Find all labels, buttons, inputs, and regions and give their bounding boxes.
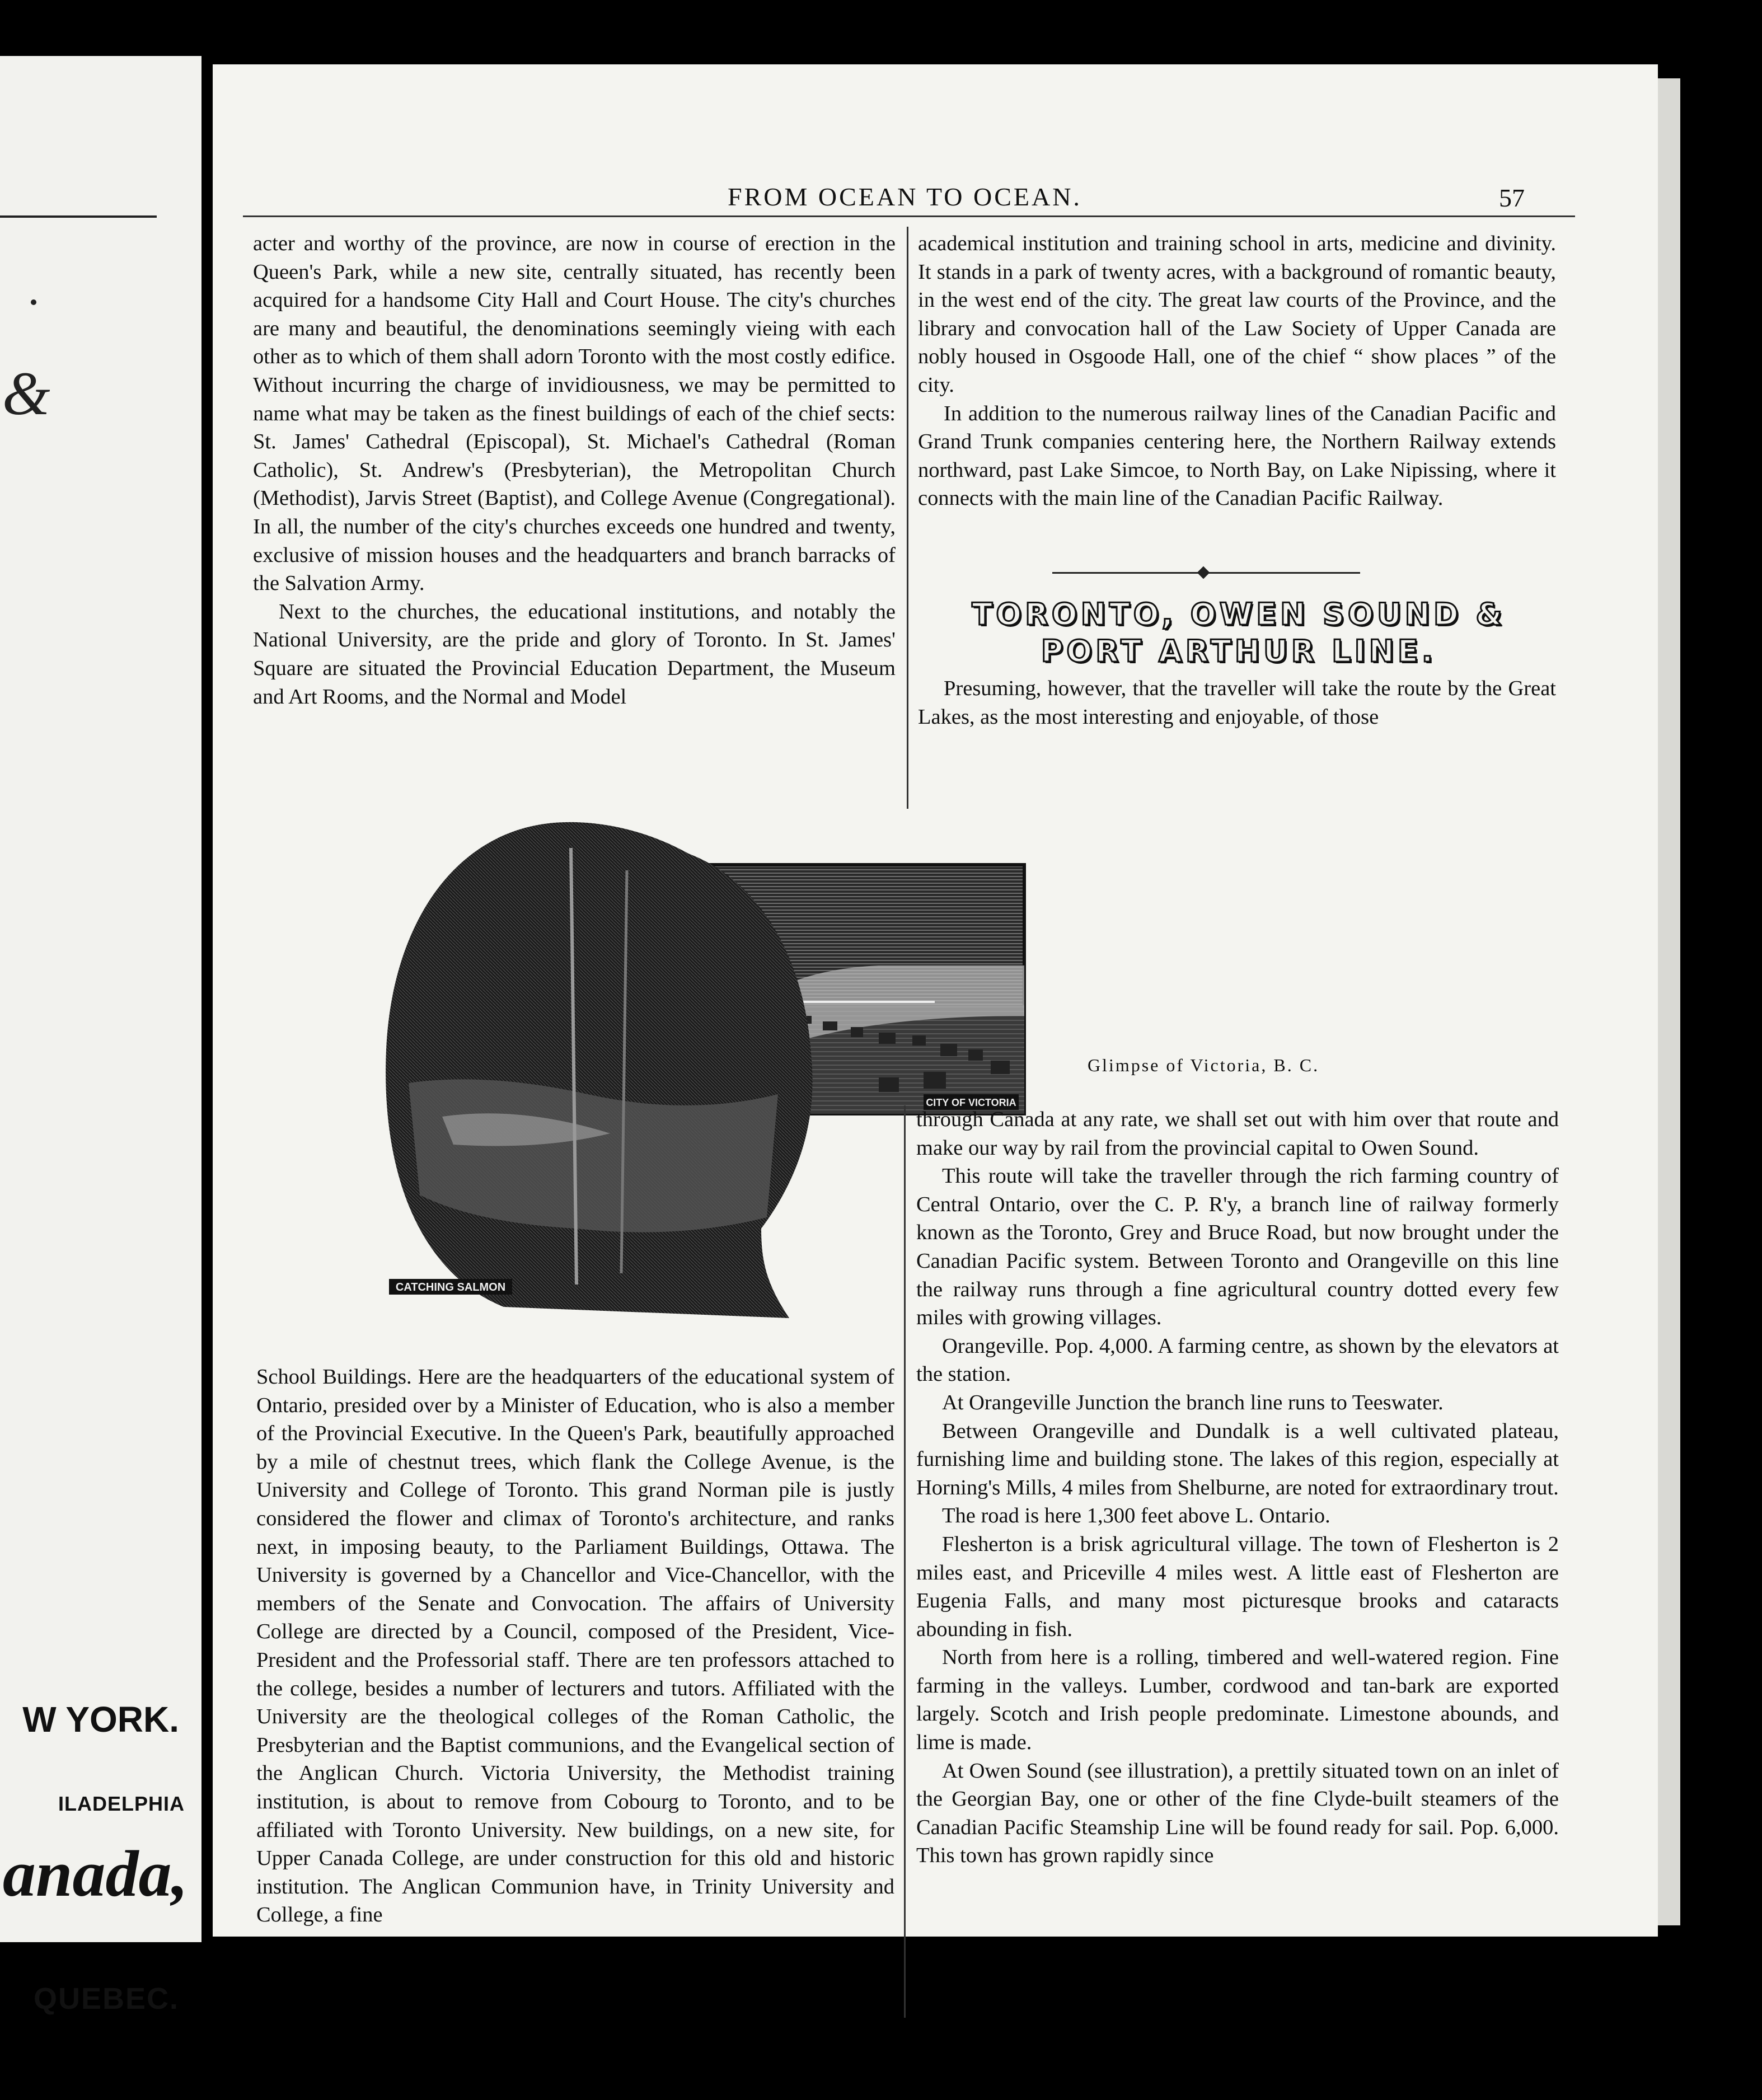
page-edge	[1658, 78, 1680, 1925]
inset-label-city: CITY OF VICTORIA	[926, 1097, 1016, 1108]
column-divider-top	[907, 227, 908, 809]
column-left-top	[253, 229, 896, 711]
paragraph: acter and worthy of the province, are now in course of erection in the Queen's Park, while a new site, centrally situated, has recently been acquired for a handsome City Hall and Court House. The city's churches are many and beautiful, the denominations seemingly vieing with each other as to which of them shall adorn Toronto with the most costly edifice. Without incurring the charge of invidiousness, we may be permitted to name what may be taken as the finest buildings of each of the chief sects: St. James' Cathedral (Episcopal), St. Michael's Cathedral (Roman Catholic), St. Andrew's (Presbyterian), the Metropolitan Church (Methodist), Jarvis Street (Baptist), and College Avenue (Congregational). In all, the number of the city's churches exceeds one hundred and twenty, exclusive of mission houses and the headquarters and branch barracks of the Salvation Army.	[253, 232, 896, 596]
section-heading	[917, 596, 1561, 670]
column-right-bottom	[916, 1105, 1559, 1870]
facing-page-fragment	[0, 56, 201, 2015]
document-page	[213, 64, 1658, 1937]
facing-page-text-2: ILADELPHIA	[58, 1792, 185, 1815]
section-divider	[1052, 567, 1360, 578]
paragraph: Presuming, however, that the traveller will take the route by the Great Lakes, as the most interesting and enjoyable, of those	[918, 677, 1556, 729]
section-heading-line-2: PORT ARTHUR LINE.	[1041, 634, 1437, 669]
paragraph: This route will take the traveller through the rich farming country of Central Ontario, over the C. P. R'y, a branch line of railway formerly known as the Toronto, Grey and Bruce Road, but now brought under the Canadian Pacific system. Between Toronto and Orangeville on this line the railway runs through a fine agricultural country dotted every few miles with growing villages.	[916, 1164, 1559, 1330]
paragraph: North from here is a rolling, timbered and well-watered region. Fine farming in the valleys. Lumber, cordwood and tan-bark are exported largely. Scotch and Irish people predominate. Limestone abounds, and lime is made.	[916, 1646, 1559, 1755]
facing-page-text-3: anada,	[2, 1837, 188, 1910]
paragraph: Next to the churches, the educational institutions, and notably the National University, are the pride and glory of Toronto. In St. James' Square are situated the Provincial Education Department, the Museum and Art Rooms, and the Normal and Model	[253, 599, 896, 709]
paragraph: through Canada at any rate, we shall set out with him over that route and make our way by rail from the provincial capital to Owen Sound.	[916, 1108, 1559, 1160]
column-left-bottom	[256, 1363, 894, 1929]
diamond-ornament-icon	[1197, 566, 1210, 579]
paragraph: At Owen Sound (see illustration), a prettily situated town on an inlet of the Georgian Bay, one or other of the fine Clyde-built steamers of the Canadian Pacific Steamship Line will be found ready for sail. Pop. 6,000. This town has grown rapidly since	[916, 1759, 1559, 1868]
paragraph: Between Orangeville and Dundalk is a well cultivated plateau, furnishing lime and building stone. The lakes of this region, especially at Horning's Mills, 4 miles from Shelburne, are noted for extraordinary trout.	[916, 1419, 1559, 1499]
section-intro	[918, 674, 1556, 731]
facing-page-text-1: W YORK.	[22, 1699, 179, 1740]
facing-page-ornament-dot	[31, 299, 36, 305]
paragraph: At Orangeville Junction the branch line runs to Teeswater.	[942, 1390, 1444, 1414]
illustration-caption: Glimpse of Victoria, B. C.	[1087, 1055, 1320, 1075]
inset-label-salmon: CATCHING SALMON	[395, 1281, 506, 1293]
paragraph: academical institution and training school in arts, medicine and divinity. It stands in a park of twenty acres, with a background of romantic beauty, in the west end of the city. The great law courts of the Province, and the library and convocation hall of the Law Society of Upper Canada are nobly housed in Osgoode Hall, one of the chief “ show places ” of the city.	[918, 232, 1556, 397]
column-divider-bottom	[904, 1105, 906, 2018]
facing-page-flourish: &	[2, 359, 50, 428]
paragraph: School Buildings. Here are the headquarters of the educational system of Ontario, presided over by a Minister of Education, who is also a member of the Provincial Executive. In the Queen's Park, beautifully approached by a mile of chestnut trees, which flank the College Avenue, is the University and College of Toronto. This grand Norman pile is justly considered the flower and climax of Toronto's architecture, and ranks next, in imposing beauty, to the Parliament Buildings, Ottawa. The University is governed by a Chancellor and Vice-Chancellor, with the members of the Senate and Convocation. The affairs of University College are directed by a Council, composed of the President, Vice-President and the Professorial staff. There are ten professors attached to the college, besides a number of lecturers and tutors. Affiliated with the University are the theological colleges of the Roman Catholic, the Presbyterian and the Baptist communions, and the Evangelical section of the Anglican Church. Victoria University, the Methodist training institution, is about to remove from Cobourg to Toronto, and to be affiliated with Toronto University. New buildings, on a new site, for Upper Canada College, are under construction for this old and historic institution. The Anglican Communion have, in Trinity University and College, a fine	[256, 1365, 894, 1927]
column-right-top	[918, 229, 1556, 513]
running-head-title: FROM OCEAN TO OCEAN.	[728, 182, 1082, 211]
paragraph: Flesherton is a brisk agricultural village. The town of Flesherton is 2 miles east, and Priceville 4 miles west. A little east of Flesherton are Eugenia Falls, and many most picturesque brooks and cataracts abounding in fish.	[916, 1532, 1559, 1641]
header-rule	[243, 215, 1575, 217]
facing-page-text-4: QUEBEC.	[33, 1982, 179, 2015]
page-number: 57	[1499, 184, 1525, 212]
paragraph: In addition to the numerous railway lines of the Canadian Pacific and Grand Trunk companies centering here, the Northern Railway extends northward, past Lake Simcoe, to North Bay, on Lake Nipissing, where it connects with the main line of the Canadian Pacific Railway.	[918, 401, 1556, 510]
facing-page-rule	[0, 215, 157, 218]
paragraph: Orangeville. Pop. 4,000. A farming centre, as shown by the elevators at the station.	[916, 1334, 1559, 1386]
paragraph: The road is here 1,300 feet above L. Ontario.	[942, 1504, 1330, 1528]
section-heading-line-1: TORONTO, OWEN SOUND &	[972, 597, 1506, 632]
catching-salmon-vignette	[386, 822, 812, 1318]
